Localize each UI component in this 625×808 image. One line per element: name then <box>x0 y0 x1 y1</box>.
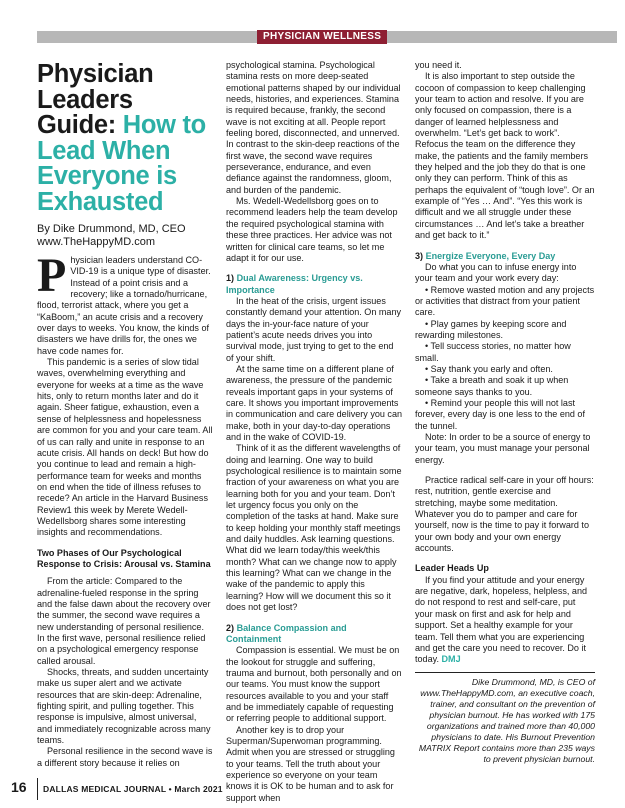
paragraph <box>415 575 595 666</box>
footer-divider <box>37 778 38 800</box>
paragraph: psychological stamina. Psychological stamina rests on more deep-seated emotional patterns shaped by our individual needs, histories, and experiences. Stamina is required because, frankly, the second wave is not exciting at all. People report feeling bored, disconnected, and unnerved. In contrast to the skin-deep reactions of the first wave, the second wave requires perseverance, endurance, and even defiance against the randomness, gloom, and burden of the pandemic. <box>226 60 401 195</box>
journal-name: DALLAS MEDICAL JOURNAL <box>43 784 167 794</box>
subhead-text: Balance Compassion and Containment <box>226 622 347 644</box>
byline <box>37 223 213 249</box>
byline-url: www.TheHappyMD.com <box>37 236 155 248</box>
paragraph: At the same time on a different plane of awareness, the pressure of the pandemic reveals important gaps in your systems of care. It shows you important improvements in communication and care delivery you can make, both in your day-to-day operations and in the wake of COVID-19. <box>226 363 403 442</box>
issue-date: March 2021 <box>174 784 223 794</box>
page-number: 16 <box>11 779 27 795</box>
separator: • <box>168 784 172 794</box>
paragraph: Compassion is essential. We must be on the lookout for struggle and suffering, trauma and burnout, both personally and on our teams. You must know the support resources available to you and your staff and be immediately capable of requesting or referring people to additional support. <box>226 645 402 724</box>
column-3 <box>415 60 595 765</box>
paragraph: Note: In order to be a source of energy to your team, you must manage your personal energy. <box>415 432 591 465</box>
column-1 <box>37 60 213 769</box>
subhead-number: 3) <box>415 250 424 261</box>
signature-mark: DMJ <box>441 654 461 665</box>
divider <box>415 672 595 673</box>
bullet-item: • Remove wasted motion and any projects or activities that distract from your patient care. <box>415 284 595 318</box>
paragraph: Practice radical self-care in your off hours: rest, nutrition, gentle exercise and stretching, maybe some meditation. Whatever you do to pamper and care for yourself, now is the time to pay it forward to your own body and your own energy accounts. <box>415 475 594 554</box>
paragraph-text: hysician leaders understand CO-VID-19 is a unique type of disaster. Instead of a point crisis and a recovery; like a tornado/hurricane, flood, terrorist attack, where you get a “KaBoom,” an acute crisis and a recovery over days to weeks. You know, the kinds of disasters we have drills for, the ones we have code names for. <box>37 255 211 356</box>
paragraph: Think of it as the different wavelengths of doing and learning. One way to build psychological resilience is to maintain some fraction of your awareness on what you are learning both for you and your team. Don’t let urgency focus you only on the completion of the tasks at hand. Make sure to keep holding your monthly staff meetings and daily huddles. Ask learning questions. What did we learn today/this week/this month? What can we change now to apply this learning? What can we change in the wake of the pandemic to apply this learning? How will we document this so it does not get lost? <box>226 443 402 613</box>
paragraph: It is also important to step outside the cocoon of compassion to keep challenging your team to action and resolve. If you are only focused on compassion, there is a danger of learned helplessness and overwhelm. “Let’s get back to work”. Refocus the team on the difference they make, the patients and the family members they helped and the job they do that is one only they can perform. Think of this as perhaps the equivalent of “tough love”. Or an example of “Yes … And”. “Yes this work is difficult and we all struggle under these circumstances … And let’s take a breather and get back to it.” <box>415 71 595 241</box>
subhead-number: 1) <box>226 273 235 284</box>
subhead-1 <box>226 273 402 296</box>
title-teal: How to Lead When Everyone is Exhausted <box>37 111 206 216</box>
footer-text <box>43 784 223 794</box>
bullet-item: • Play games by keeping score and rewarding milestones. <box>415 318 567 340</box>
paragraph <box>37 249 213 357</box>
paragraph: From the article: Compared to the adrenaline-fueled response in the spring and the false dawn about the recovery over the summer, the second wave requires a new understanding of personal resilience. In the first wave, personal resilience relied on a psychological emergency response called arousal. <box>37 576 211 666</box>
paragraph: Another key is to drop your Superman/Superwoman programming. Admit when you are stressed or struggling to your teams. Tell the truth about your experience so everyone on your team knows it is OK to be human and to ask for support when <box>226 724 395 803</box>
paragraph: Ms. Wedell-Wedellsborg goes on to recommend leaders help the team develop the required psychological stamina with these three practices. Her advice was not written for clinical care teams, so let me adapt it for our use. <box>226 196 398 263</box>
author-bio: Dike Drummond, MD, is CEO of www.TheHappyMD.com, an executive coach, trainer, and consultant on the prevention of physician burnout. He has worked with 175 organizations and trained more than 40,000 physicians to date. His Burnout Prevention MATRIX Report contains more than 235 ways to prevent physician burnout. <box>418 676 595 764</box>
paragraph: Do what you can to infuse energy into your team and your work every day: <box>415 261 577 284</box>
bullet-item: • Take a breath and soak it up when someone says thanks to you. <box>415 375 569 397</box>
paragraph: Shocks, threats, and sudden uncertainty make us super alert and we activate resources that are skin-deep: Adrenaline, fighting spirit, and pulling together. This response is impulsive, almost universal, and immediately recognizable across many teams. <box>37 667 211 746</box>
article-title <box>37 62 213 215</box>
bullet-item: • Say thank you early and often. <box>425 363 553 374</box>
paragraph: In the heat of the crisis, urgent issues constantly demand your attention. On many days the in-your-face nature of your patient’s acute needs drives you into survival mode, just trying to get to the end of your shift. <box>226 295 402 363</box>
title-black: Physician Leaders Guide: <box>37 60 154 139</box>
paragraph: Personal resilience in the second wave is a different story because it relies on <box>37 746 213 768</box>
subhead-3 <box>415 251 595 262</box>
paragraph-text: If you find your attitude and your energy are negative, dark, hopeless, helpless, and do not respond to rest and self-care, put your mask on first and ask for help and support. Set a healthy example for your team. Tell them what you are experiencing and get the care you need to recover. Do it today. <box>415 574 588 665</box>
column-2 <box>226 60 402 804</box>
section-label: PHYSICIAN WELLNESS <box>257 30 387 44</box>
subhead-2 <box>226 623 402 646</box>
drop-cap: P <box>37 249 67 302</box>
subhead-text: Dual Awareness: Urgency vs. Importance <box>226 273 363 295</box>
paragraph: This pandemic is a series of slow tidal waves, overwhelming everything and everyone for weeks at a time as the wave hits, only to return months later and do it again. Sheer fatigue, exhaustion, even a sense of helplessness and hopelessness are common for you and your care team. All of us can rally and unite in response to an acute crisis. All hands on deck! But how do you continue to lead and remain a high-performance team for weeks and months on end when the tide of illness refuses to recede? An article in the Harvard Business Review1 this week by Merete Wedell-Wedellsborg shares some interesting insights and recommendations. <box>37 357 213 538</box>
subhead-text: Energize Everyone, Every Day <box>425 250 556 261</box>
paragraph: you need it. <box>415 60 462 70</box>
subhead: Leader Heads Up <box>415 563 489 574</box>
subhead: Two Phases of Our Psychological Response to Crisis: Arousal vs. Stamina <box>37 547 211 569</box>
subhead-number: 2) <box>226 622 235 633</box>
bullet-item: • Tell success stories, no matter how small. <box>415 341 571 363</box>
byline-name: By Dike Drummond, MD, CEO <box>37 223 186 235</box>
bullet-item: • Remind your people this will not last forever, every day is one less to the end of the tunnel. <box>415 397 585 431</box>
